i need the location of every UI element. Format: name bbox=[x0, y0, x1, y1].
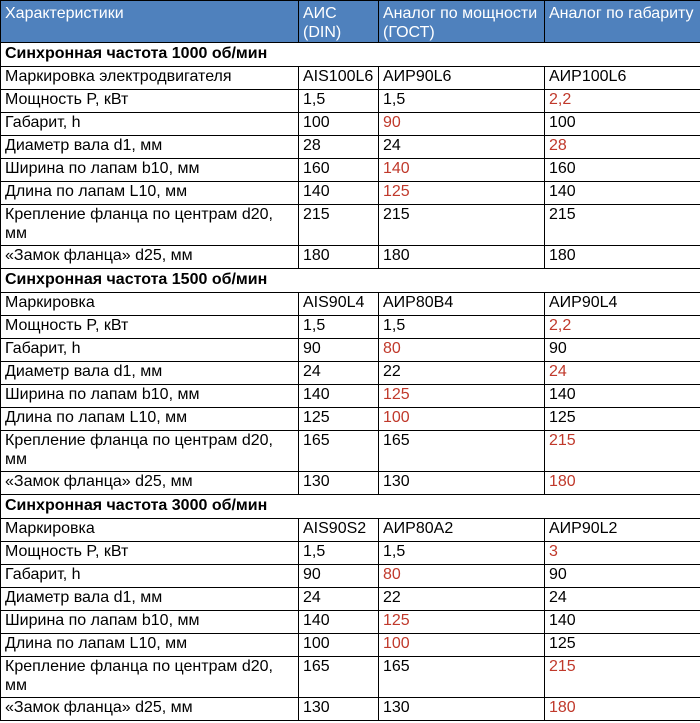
power-analog-value: 1,5 bbox=[379, 542, 545, 565]
power-analog-value: 100 bbox=[379, 634, 545, 657]
size-analog-value: 215 bbox=[545, 205, 700, 246]
power-analog-value: 90 bbox=[379, 113, 545, 136]
header-characteristics: Характеристики bbox=[1, 1, 299, 43]
ais-value: 125 bbox=[299, 408, 379, 431]
size-analog-value: 125 bbox=[545, 408, 700, 431]
power-analog-value: 125 bbox=[379, 385, 545, 408]
table-row bbox=[1, 339, 700, 362]
power-analog-value: 125 bbox=[379, 182, 545, 205]
power-analog-value: 1,5 bbox=[379, 316, 545, 339]
size-analog-value: 24 bbox=[545, 362, 700, 385]
size-analog-value: 180 bbox=[545, 698, 700, 721]
table-body bbox=[1, 1, 700, 721]
size-analog-value: 90 bbox=[545, 565, 700, 588]
table-row bbox=[1, 293, 700, 316]
row-label: Крепление фланца по центрам d20, мм bbox=[1, 657, 299, 698]
section-title: Синхронная частота 1500 об/мин bbox=[1, 269, 700, 293]
section-row bbox=[1, 495, 700, 519]
table-row bbox=[1, 67, 700, 90]
ais-value: 24 bbox=[299, 362, 379, 385]
size-analog-value: 2,2 bbox=[545, 316, 700, 339]
size-analog-value: 215 bbox=[545, 431, 700, 472]
ais-value: 100 bbox=[299, 113, 379, 136]
size-analog-value: АИР90L2 bbox=[545, 519, 700, 542]
ais-value: 1,5 bbox=[299, 90, 379, 113]
row-label: Диаметр вала d1, мм bbox=[1, 362, 299, 385]
ais-value: 90 bbox=[299, 339, 379, 362]
row-label: Диаметр вала d1, мм bbox=[1, 588, 299, 611]
table-row bbox=[1, 113, 700, 136]
table-row bbox=[1, 657, 700, 698]
row-label: Ширина по лапам b10, мм bbox=[1, 385, 299, 408]
size-analog-value: 140 bbox=[545, 611, 700, 634]
table-row bbox=[1, 159, 700, 182]
row-label: «Замок фланца» d25, мм bbox=[1, 472, 299, 495]
table-row bbox=[1, 698, 700, 721]
row-label: «Замок фланца» d25, мм bbox=[1, 698, 299, 721]
ais-value: 1,5 bbox=[299, 542, 379, 565]
size-analog-value: АИР90L4 bbox=[545, 293, 700, 316]
size-analog-value: 140 bbox=[545, 182, 700, 205]
table-row bbox=[1, 542, 700, 565]
row-label: Маркировка электродвигателя bbox=[1, 67, 299, 90]
ais-value: 1,5 bbox=[299, 316, 379, 339]
section-title: Синхронная частота 3000 об/мин bbox=[1, 495, 700, 519]
power-analog-value: 130 bbox=[379, 698, 545, 721]
table-row bbox=[1, 182, 700, 205]
table-row bbox=[1, 565, 700, 588]
ais-value: 130 bbox=[299, 472, 379, 495]
section-row bbox=[1, 43, 700, 67]
power-analog-value: 215 bbox=[379, 205, 545, 246]
table-row bbox=[1, 634, 700, 657]
table-row bbox=[1, 408, 700, 431]
size-analog-value: 160 bbox=[545, 159, 700, 182]
power-analog-value: АИР90L6 bbox=[379, 67, 545, 90]
size-analog-value: 100 bbox=[545, 113, 700, 136]
row-label: Маркировка bbox=[1, 293, 299, 316]
table-row bbox=[1, 362, 700, 385]
row-label: Длина по лапам L10, мм bbox=[1, 634, 299, 657]
table-row bbox=[1, 611, 700, 634]
power-analog-value: 165 bbox=[379, 431, 545, 472]
power-analog-value: 22 bbox=[379, 588, 545, 611]
row-label: Габарит, h bbox=[1, 113, 299, 136]
table-row bbox=[1, 519, 700, 542]
row-label: Маркировка bbox=[1, 519, 299, 542]
size-analog-value: АИР100L6 bbox=[545, 67, 700, 90]
table-row bbox=[1, 385, 700, 408]
section-row bbox=[1, 269, 700, 293]
row-label: Габарит, h bbox=[1, 339, 299, 362]
table-row bbox=[1, 136, 700, 159]
ais-value: 165 bbox=[299, 657, 379, 698]
table-row bbox=[1, 431, 700, 472]
size-analog-value: 2,2 bbox=[545, 90, 700, 113]
ais-value: AIS100L6 bbox=[299, 67, 379, 90]
table-row bbox=[1, 588, 700, 611]
size-analog-value: 180 bbox=[545, 472, 700, 495]
size-analog-value: 3 bbox=[545, 542, 700, 565]
row-label: «Замок фланца» d25, мм bbox=[1, 246, 299, 269]
row-label: Мощность P, кВт bbox=[1, 542, 299, 565]
power-analog-value: АИР80А2 bbox=[379, 519, 545, 542]
size-analog-value: 24 bbox=[545, 588, 700, 611]
header-analog-size: Аналог по габариту bbox=[545, 1, 700, 43]
power-analog-value: 125 bbox=[379, 611, 545, 634]
size-analog-value: 90 bbox=[545, 339, 700, 362]
ais-value: 24 bbox=[299, 588, 379, 611]
ais-value: 180 bbox=[299, 246, 379, 269]
power-analog-value: 80 bbox=[379, 339, 545, 362]
ais-value: 90 bbox=[299, 565, 379, 588]
row-label: Длина по лапам L10, мм bbox=[1, 182, 299, 205]
ais-value: 140 bbox=[299, 611, 379, 634]
size-analog-value: 28 bbox=[545, 136, 700, 159]
ais-value: 100 bbox=[299, 634, 379, 657]
table-row bbox=[1, 246, 700, 269]
header-ais-din: АИС (DIN) bbox=[299, 1, 379, 43]
row-label: Мощность P, кВт bbox=[1, 316, 299, 339]
ais-value: 160 bbox=[299, 159, 379, 182]
power-analog-value: 22 bbox=[379, 362, 545, 385]
table-row bbox=[1, 90, 700, 113]
size-analog-value: 140 bbox=[545, 385, 700, 408]
table-row bbox=[1, 316, 700, 339]
ais-value: 140 bbox=[299, 385, 379, 408]
row-label: Крепление фланца по центрам d20, мм bbox=[1, 431, 299, 472]
power-analog-value: 165 bbox=[379, 657, 545, 698]
power-analog-value: 100 bbox=[379, 408, 545, 431]
row-label: Длина по лапам L10, мм bbox=[1, 408, 299, 431]
size-analog-value: 180 bbox=[545, 246, 700, 269]
power-analog-value: 180 bbox=[379, 246, 545, 269]
power-analog-value: АИР80В4 bbox=[379, 293, 545, 316]
ais-value: AIS90S2 bbox=[299, 519, 379, 542]
power-analog-value: 24 bbox=[379, 136, 545, 159]
header-analog-power: Аналог по мощности (ГОСТ) bbox=[379, 1, 545, 43]
size-analog-value: 125 bbox=[545, 634, 700, 657]
row-label: Ширина по лапам b10, мм bbox=[1, 159, 299, 182]
row-label: Ширина по лапам b10, мм bbox=[1, 611, 299, 634]
table-row bbox=[1, 205, 700, 246]
row-label: Диаметр вала d1, мм bbox=[1, 136, 299, 159]
ais-value: 140 bbox=[299, 182, 379, 205]
ais-value: 130 bbox=[299, 698, 379, 721]
ais-value: AIS90L4 bbox=[299, 293, 379, 316]
row-label: Габарит, h bbox=[1, 565, 299, 588]
ais-value: 215 bbox=[299, 205, 379, 246]
power-analog-value: 130 bbox=[379, 472, 545, 495]
ais-value: 165 bbox=[299, 431, 379, 472]
row-label: Мощность P, кВт bbox=[1, 90, 299, 113]
ais-value: 28 bbox=[299, 136, 379, 159]
power-analog-value: 80 bbox=[379, 565, 545, 588]
size-analog-value: 215 bbox=[545, 657, 700, 698]
row-label: Крепление фланца по центрам d20, мм bbox=[1, 205, 299, 246]
section-title: Синхронная частота 1000 об/мин bbox=[1, 43, 700, 67]
header-row bbox=[1, 1, 700, 43]
power-analog-value: 1,5 bbox=[379, 90, 545, 113]
table-row bbox=[1, 472, 700, 495]
power-analog-value: 140 bbox=[379, 159, 545, 182]
